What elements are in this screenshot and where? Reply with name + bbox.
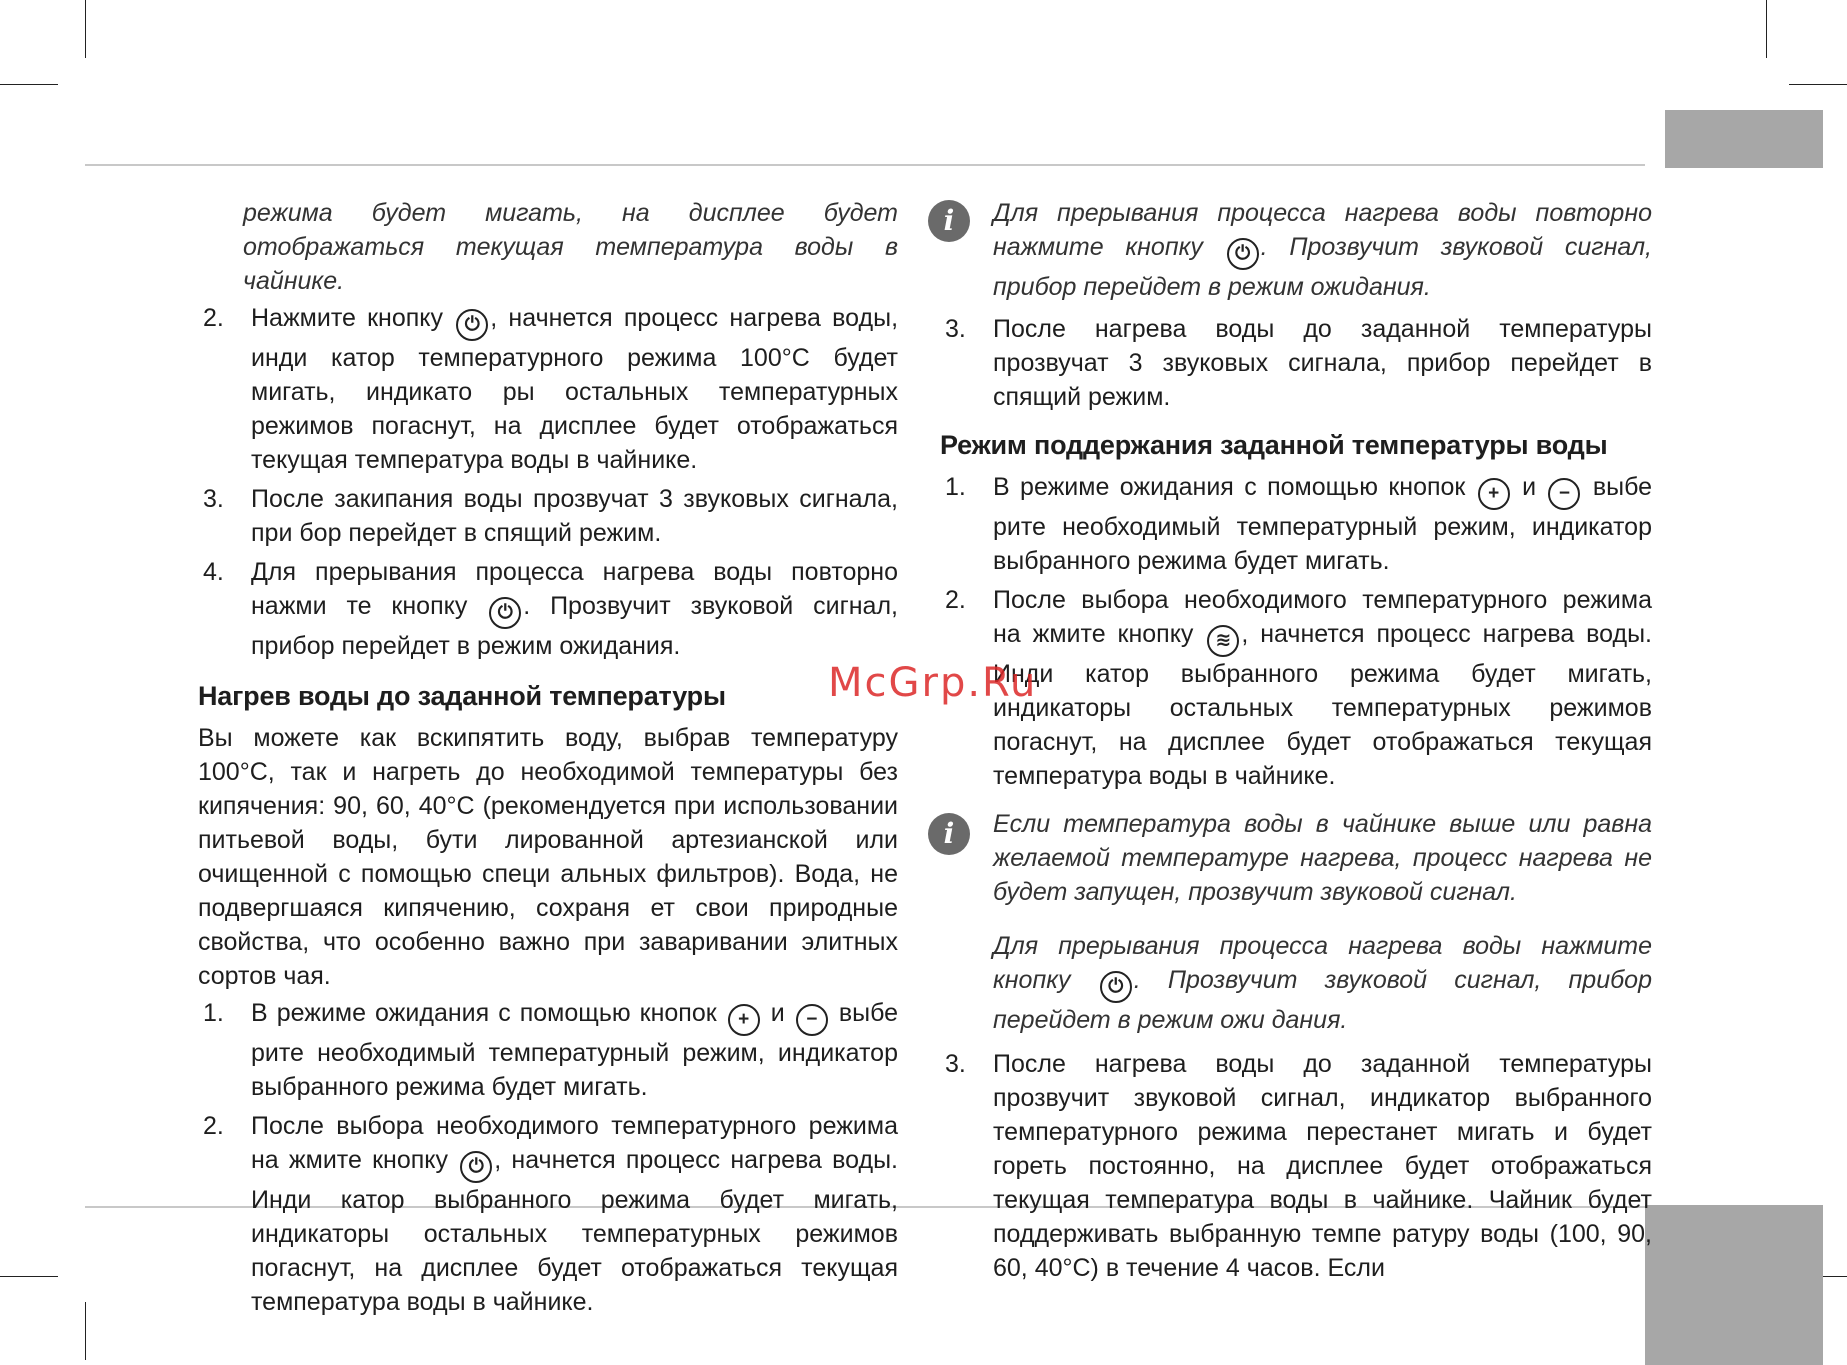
item-text: , начнется процесс нагрева воды. Инди катор выбранного режима будет мигать, индикаторы остальных температурных режимов погаснут, на дисплее будет отображаться текущая температура воды в чайнике.: [993, 620, 1653, 790]
item-number: 2.: [203, 304, 224, 332]
info-note-continued: [940, 929, 1652, 1037]
page-tab-bottom: [1645, 1205, 1823, 1365]
item-text: , начнется процесс нагрева воды, инди катор температурного режима 100°С будет мигать, индикато ры остальных температурных режимов погаснут, на дисплее будет отображаться текущая температура воды в чайнике.: [251, 304, 899, 474]
info-note: [940, 196, 1652, 304]
list-item: [198, 482, 898, 550]
item-number: 2.: [945, 586, 966, 614]
item-text: После нагрева воды до заданной температуры прозвучит звуковой сигнал, индикатор выбранного температурного режима перестанет мигать и будет гореть постоянно, на дисплее будет отображаться текущая температура воды в чайнике. Чайник будет поддерживать выбранную темпе ратуру воды (100, 90, 60, 40°С) в течение 4 часов. Если: [993, 1050, 1652, 1282]
left-column: [198, 196, 898, 1324]
crop-mark: [0, 1276, 58, 1277]
info-note: [940, 807, 1652, 909]
item-text: . Прозвучит звуковой сигнал, прибор перейдет в режим ожидания.: [251, 592, 898, 660]
note-text: . Прозвучит звуковой сигнал, прибор перейдет в режим ожи дания.: [993, 966, 1652, 1034]
crop-mark: [1789, 84, 1847, 85]
watermark: McGrp.Ru: [828, 660, 1038, 706]
page-tab-top: [1665, 110, 1823, 168]
minus-button-icon: −: [1548, 478, 1580, 510]
item-number: 1.: [945, 473, 966, 501]
note-text: . Прозвучит звуковой сигнал, прибор перейдет в режим ожидания.: [993, 233, 1652, 301]
header-rule: [85, 164, 1645, 166]
list-item: [198, 555, 898, 663]
item-text: После выбора необходимого температурного режима на жмите кнопку: [251, 1112, 898, 1174]
item-text: После нагрева воды до заданной температуры прозвучат 3 звуковых сигнала, прибор перейдет в спящий режим.: [993, 315, 1652, 411]
power-button-icon: ⏻: [1100, 971, 1132, 1003]
list-item: [940, 583, 1652, 793]
crop-mark: [85, 0, 86, 58]
minus-button-icon: −: [796, 1004, 828, 1036]
power-button-icon: ⏻: [456, 309, 488, 341]
section-heading: Режим поддержания заданной температуры воды: [940, 430, 1608, 460]
item-text: , начнется процесс нагрева воды. Инди катор выбранного режима будет мигать, индикаторы остальных температурных режимов погаснут, на дисплее будет отображаться текущая температура воды в чайнике.: [251, 1146, 898, 1316]
power-button-icon: ⏻: [1227, 238, 1259, 270]
item-number: 3.: [203, 485, 224, 513]
item-number: 4.: [203, 558, 224, 586]
item-text: и: [1511, 473, 1547, 501]
list-item: [198, 1109, 898, 1319]
crop-mark: [0, 84, 58, 85]
intro-continuation: режима будет мигать, на дисплее будет отображаться текущая температура воды в чайнике.: [243, 199, 898, 295]
item-text: После выбора необходимого температурного режима на жмите кнопку: [993, 586, 1652, 648]
power-button-icon: ⏻: [460, 1151, 492, 1183]
note-text: Если температура воды в чайнике выше или равна желаемой температуре нагрева, процесс нагрева не будет запущен, прозвучит звуковой сигнал.: [993, 810, 1652, 906]
section-paragraph: Вы можете как вскипятить воду, выбрав температуру 100°С, так и нагреть до необходимой температуры без кипячения: 90, 60, 40°С (рекомендуется при использовании питьевой воды, бути лированной артезианской или очищенной с помощью специ альных фильтров). Вода, не подвергшаяся кипячению, сохраня ет свои природные свойства, что особенно важно при заваривании элитных сортов чая.: [198, 724, 898, 990]
item-number: 2.: [203, 1112, 224, 1140]
item-number: 3.: [945, 315, 966, 343]
plus-button-icon: +: [1478, 478, 1510, 510]
item-text: В режиме ожидания с помощью кнопок: [993, 473, 1476, 501]
item-text: и: [761, 999, 794, 1027]
crop-mark: [85, 1302, 86, 1360]
list-item: [940, 470, 1652, 578]
item-text: выбе рите необходимый температурный режим, индикатор выбранного режима будет мигать.: [993, 473, 1653, 575]
item-text: После закипания воды прозвучат 3 звуковых сигнала, при бор перейдет в спящий режим.: [251, 485, 898, 547]
note-text: Для прерывания процесса нагрева воды повторно нажмите кнопку: [993, 199, 1652, 261]
list-item: [940, 312, 1652, 414]
plus-button-icon: +: [728, 1004, 760, 1036]
keep-warm-button-icon: ≋: [1207, 625, 1239, 657]
section-heading: Нагрев воды до заданной температуры: [198, 681, 726, 711]
item-text: Нажмите кнопку: [251, 304, 455, 332]
item-number: 1.: [203, 999, 224, 1027]
info-icon: i: [928, 200, 970, 242]
item-text: В режиме ожидания с помощью кнопок: [251, 999, 726, 1027]
list-item: [198, 301, 898, 477]
right-column: [940, 196, 1652, 1290]
item-text: выбе рите необходимый температурный режим, индикатор выбранного режима будет мигать.: [251, 999, 899, 1101]
item-number: 3.: [945, 1050, 966, 1078]
crop-mark: [1766, 0, 1767, 58]
list-item: [198, 996, 898, 1104]
item-text: Для прерывания процесса нагрева воды повторно нажми те кнопку: [251, 558, 898, 620]
list-item: [940, 1047, 1652, 1285]
note-text: Для прерывания процесса нагрева воды нажмите кнопку: [993, 932, 1652, 994]
info-icon: i: [928, 813, 970, 855]
power-button-icon: ⏻: [489, 597, 521, 629]
